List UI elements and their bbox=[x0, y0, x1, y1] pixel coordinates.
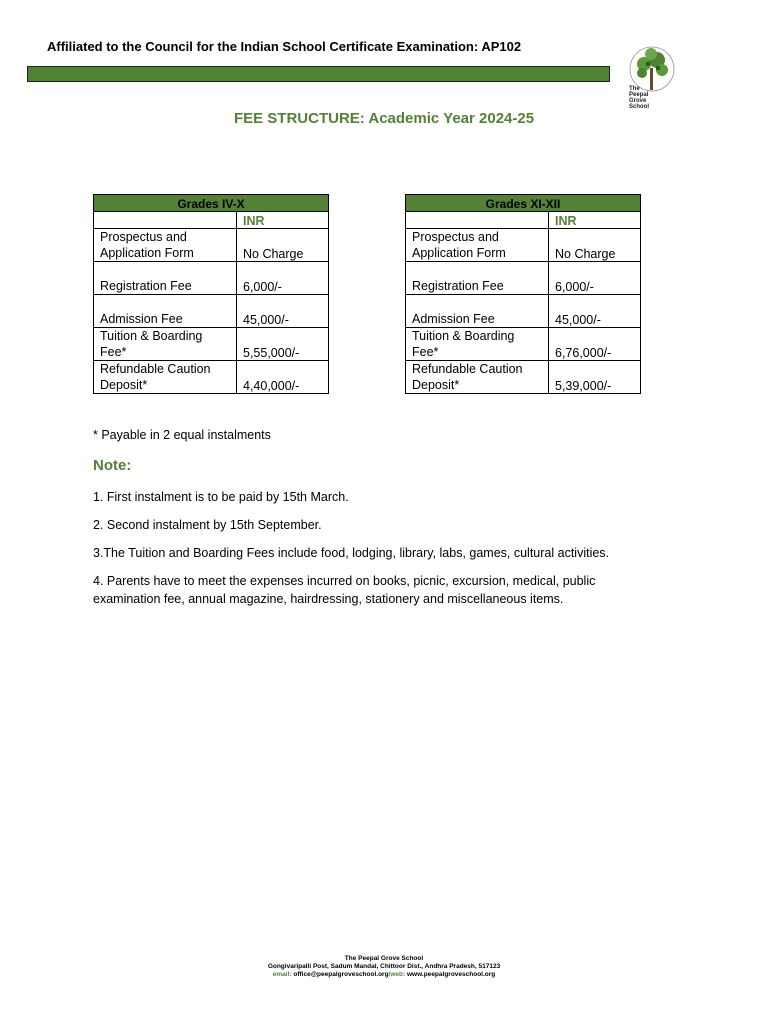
affiliation-text: Affiliated to the Council for the Indian School Certificate Examination: AP102 bbox=[47, 39, 522, 54]
note-heading: Note: bbox=[93, 457, 132, 474]
note-item: 2. Second instalment by 15th September. bbox=[93, 518, 322, 532]
fee-value: 45,000/- bbox=[237, 295, 329, 328]
fee-label: Registration Fee bbox=[406, 262, 549, 295]
fee-label: Tuition & Boarding Fee* bbox=[406, 328, 549, 361]
fee-table-grades-xi-xii bbox=[405, 194, 641, 394]
currency-label: INR bbox=[549, 212, 641, 229]
note-item: 1. First instalment is to be paid by 15th March. bbox=[93, 490, 349, 504]
fee-value: No Charge bbox=[549, 229, 641, 262]
table-heading: Grades XI-XII bbox=[406, 195, 641, 212]
fee-value: No Charge bbox=[237, 229, 329, 262]
fee-label: Refundable Caution Deposit* bbox=[94, 361, 237, 394]
table-heading: Grades IV-X bbox=[94, 195, 329, 212]
footer-email-label: email: bbox=[272, 971, 292, 978]
footer bbox=[0, 955, 768, 979]
footer-address: Gongivaripalli Post, Sadum Mandal, Chittoor Dist., Andhra Pradesh, 517123 bbox=[267, 963, 501, 970]
header-bar bbox=[27, 66, 610, 82]
note-item: 3.The Tuition and Boarding Fees include food, lodging, library, labs, games, cultural activities. bbox=[93, 546, 610, 560]
note-item: 4. Parents have to meet the expenses incurred on books, picnic, excursion, medical, public examination fee, annual magazine, hairdressing, stationery and miscellaneous items. bbox=[93, 574, 596, 606]
fee-value: 6,000/- bbox=[237, 262, 329, 295]
footnote: * Payable in 2 equal instalments bbox=[93, 428, 271, 442]
fee-label: Tuition & Boarding Fee* bbox=[94, 328, 237, 361]
fee-label: Prospectus and Application Form bbox=[406, 229, 549, 262]
fee-table-grades-iv-x bbox=[93, 194, 329, 394]
fee-label: Registration Fee bbox=[94, 262, 237, 295]
footer-web-label: /web: bbox=[388, 971, 406, 978]
fee-value: 5,55,000/- bbox=[237, 328, 329, 361]
fee-label: Prospectus and Application Form bbox=[94, 229, 237, 262]
page-title: FEE STRUCTURE: Academic Year 2024-25 bbox=[233, 110, 535, 127]
footer-email-link[interactable]: office@peepalgroveschool.org bbox=[293, 971, 389, 978]
fee-value: 45,000/- bbox=[549, 295, 641, 328]
currency-label: INR bbox=[237, 212, 329, 229]
footer-web-link[interactable]: www.peepalgroveschool.org bbox=[407, 971, 496, 978]
fee-value: 6,000/- bbox=[549, 262, 641, 295]
notes-list bbox=[93, 488, 653, 618]
fee-label: Admission Fee bbox=[406, 295, 549, 328]
fee-label: Admission Fee bbox=[94, 295, 237, 328]
fee-value: 5,39,000/- bbox=[549, 361, 641, 394]
footer-school-name: The Peepal Grove School bbox=[344, 955, 424, 962]
fee-value: 6,76,000/- bbox=[549, 328, 641, 361]
fee-label: Refundable Caution Deposit* bbox=[406, 361, 549, 394]
logo-text: The Peepal Grove School bbox=[629, 86, 650, 110]
fee-value: 4,40,000/- bbox=[237, 361, 329, 394]
